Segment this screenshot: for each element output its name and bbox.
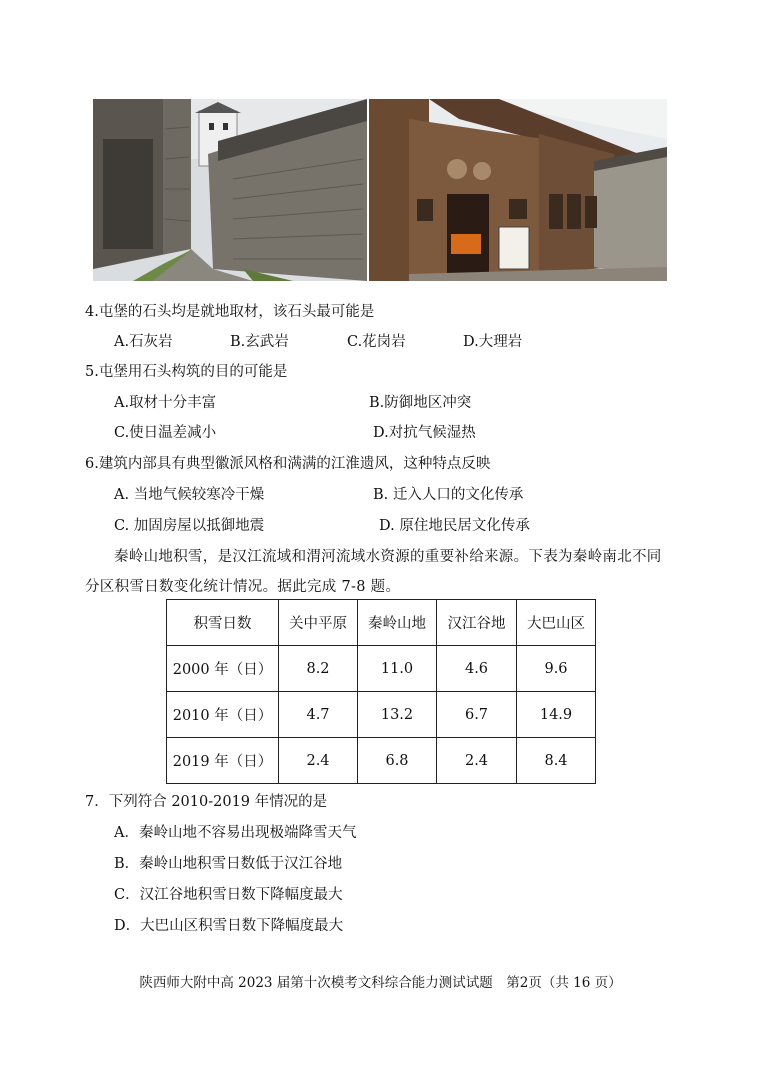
question-4-option-c[interactable]: C.花岗岩 (347, 334, 406, 350)
table-cell: 6.7 (437, 692, 517, 738)
question-4-option-b[interactable]: B.玄武岩 (230, 334, 289, 350)
question-7-option-d[interactable]: D．大巴山区积雪日数下降幅度最大 (114, 918, 344, 934)
question-5-option-b[interactable]: B.防御地区冲突 (369, 395, 472, 411)
question-6-option-a[interactable]: A. 当地气候较寒冷干燥 (114, 487, 265, 503)
table-header-cell: 大巴山区 (517, 600, 596, 646)
question-6-option-d[interactable]: D. 原住地民居文化传承 (379, 518, 530, 534)
table-cell: 9.6 (517, 646, 596, 692)
table-row (167, 692, 596, 738)
question-5-option-d[interactable]: D.对抗气候湿热 (373, 425, 476, 441)
question-7-stem: 7．下列符合 2010-2019 年情况的是 (85, 794, 328, 810)
stone-alley-photo (93, 99, 367, 281)
table-cell: 6.8 (358, 738, 437, 784)
table-row (167, 646, 596, 692)
table-cell: 2.4 (437, 738, 517, 784)
table-cell: 14.9 (517, 692, 596, 738)
table-cell: 2010 年（日） (167, 692, 279, 738)
table-cell: 2000 年（日） (167, 646, 279, 692)
table-header-cell: 关中平原 (279, 600, 358, 646)
table-header-row (167, 600, 596, 646)
snow-days-table (166, 599, 596, 784)
wooden-house-photo (369, 99, 667, 281)
table-cell: 8.2 (279, 646, 358, 692)
question-7-option-a[interactable]: A．秦岭山地不容易出现极端降雪天气 (114, 825, 357, 841)
question-5-stem: 5.屯堡用石头构筑的目的可能是 (85, 364, 288, 380)
table-cell: 8.4 (517, 738, 596, 784)
table-cell: 4.6 (437, 646, 517, 692)
table-cell: 2019 年（日） (167, 738, 279, 784)
question-4-option-a[interactable]: A.石灰岩 (114, 334, 173, 350)
question-6-option-c[interactable]: C. 加固房屋以抵御地震 (114, 518, 265, 534)
question-7-option-c[interactable]: C．汉江谷地积雪日数下降幅度最大 (114, 887, 343, 903)
table-row (167, 738, 596, 784)
question-7-option-b[interactable]: B．秦岭山地积雪日数低于汉江谷地 (114, 856, 343, 872)
table-header-cell: 秦岭山地 (358, 600, 437, 646)
passage-line-1: 秦岭山地积雪，是汉江流域和渭河流域水资源的重要补给来源。下表为秦岭南北不同 (114, 549, 662, 565)
question-5-option-c[interactable]: C.使日温差减小 (114, 425, 217, 441)
question-4-stem: 4.屯堡的石头均是就地取材，该石头最可能是 (85, 304, 375, 320)
question-4-option-d[interactable]: D.大理岩 (463, 334, 523, 350)
table-header-cell: 积雪日数 (167, 600, 279, 646)
table-cell: 4.7 (279, 692, 358, 738)
table-cell: 2.4 (279, 738, 358, 784)
page-footer: 陕西师大附中高 2023 届第十次模考文科综合能力测试试题 第2页（共 16 页） (139, 975, 622, 991)
table-cell: 13.2 (358, 692, 437, 738)
table-cell: 11.0 (358, 646, 437, 692)
question-6-stem: 6.建筑内部具有典型徽派风格和满满的江淮遗风，这种特点反映 (85, 456, 491, 472)
question-5-option-a[interactable]: A.取材十分丰富 (114, 395, 217, 411)
question-6-option-b[interactable]: B. 迁入人口的文化传承 (373, 487, 524, 503)
passage-line-2: 分区积雪日数变化统计情况。据此完成 7-8 题。 (85, 579, 401, 595)
table-header-cell: 汉江谷地 (437, 600, 517, 646)
